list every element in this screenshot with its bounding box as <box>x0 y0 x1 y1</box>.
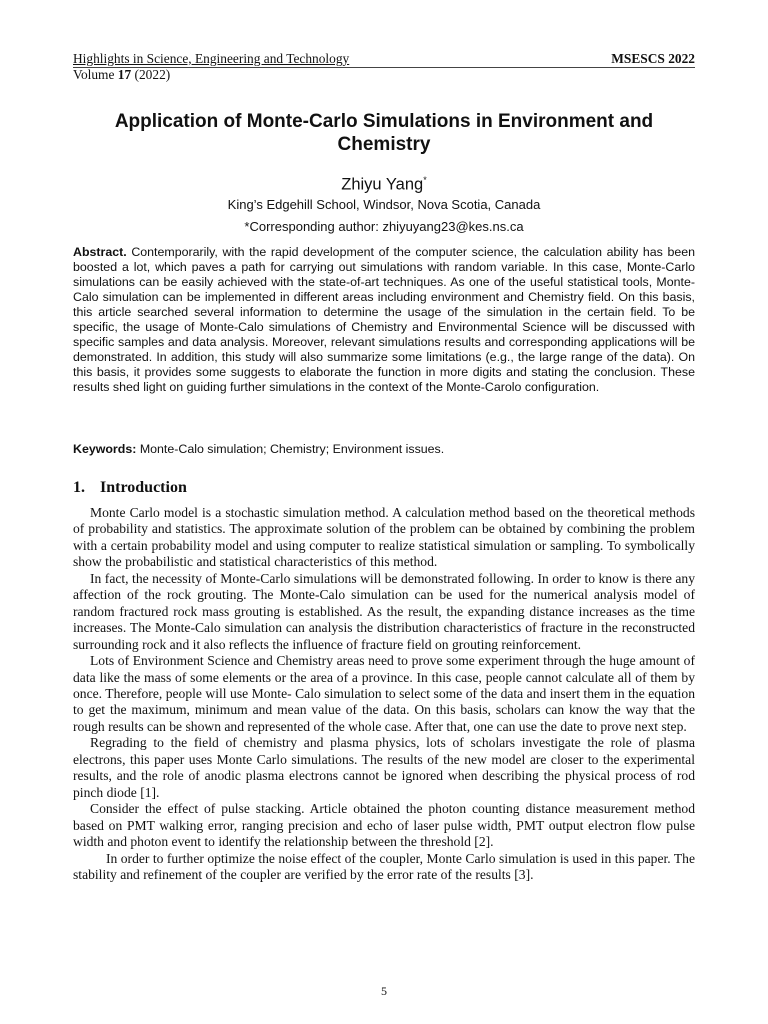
running-header <box>73 51 695 67</box>
keywords-text: Monte-Calo simulation; Chemistry; Environment issues. <box>139 442 445 456</box>
paper-title: Application of Monte-Carlo Simulations in Environment and Chemistry <box>114 111 654 155</box>
volume-line <box>73 67 170 83</box>
corresponding-author: *Corresponding author: zhiyuyang23@kes.ns.ca <box>244 219 524 234</box>
keywords-label: Keywords: <box>73 442 137 456</box>
section-number: 1. <box>73 479 85 496</box>
journal-name: Highlights in Science, Engineering and Technology <box>73 51 350 66</box>
paragraph: Regrading to the field of chemistry and plasma physics, lots of scholars investigate the role of plasma electrons, this paper uses Monte Carlo simulations. The results of the new model are closer to the experimental results, and the role of anodic plasma electrons cannot be ignored when describing the physical process of rod pinch diode [1]. <box>73 735 695 800</box>
paper-page <box>73 0 695 1024</box>
author-line <box>73 170 695 195</box>
volume-label: Volume <box>73 67 115 82</box>
volume-year: (2022) <box>134 67 171 82</box>
paragraph: Consider the effect of pulse stacking. Article obtained the photon counting distance measurement method based on PMT walking error, ranging precision and echo of laser pulse width, PMT output electron flow pulse width and photon event to identify the relationship between the threshold [2]. <box>73 801 695 850</box>
abstract-text: Contemporarily, with the rapid development of the computer science, the calculation ability has been boosted a lot, which paves a path for carrying out simulations with random variable. In this case, Monte-Carlo simulations can be easily achieved with the state-of-art techniques. As one of the useful statistical tools, Monte-Calo simulation can be implemented in different areas including environment and Chemistry field. On this basis, this article searched several information to determine the usage of the simulation in the certain field. To be specific, the usage of Monte-Calo simulations of Chemistry and Environmental Science will be discussed with specific samples and data analysis. Moreover, relevant simulations results and corresponding applications will be demonstrated. In addition, this study will also summarize some limitations (e.g., the large range of the data). On this basis, it provides some suggests to elaborate the function in more digits and stating the conclusion. These results shed light on guiding further simulations in the context of the Monte-Carolo configuration. <box>73 245 696 395</box>
page-number: 5 <box>381 984 387 998</box>
paragraph: In fact, the necessity of Monte-Carlo simulations will be demonstrated following. In order to know is there any affection of the rock grouting. The Monte-Calo simulation can be used for the numerical analysis model of random fractured rock mass grouting is established. As the result, the expanding distance increases as the time increases. The Monte-Calo simulation can analysis the distribution characteristics of fracture in the reconstructed surrounding rock and it also reflects the influence of fracture field on grouting reinforcement. <box>73 570 695 652</box>
paragraph: Lots of Environment Science and Chemistry areas need to prove some experiment through the huge amount of data like the mass of some elements or the area of a province. In this case, people cannot calculate all of them by once. Therefore, people will use Monte- Calo simulation to select some of the data and insert them in the equation to get the maximum, minimum and mean value of the data. On this basis, scholars can know the way that the rough results can be shown and represented of the whole case. After that, one can use the date to prove next step. <box>73 653 695 734</box>
paragraph: In order to further optimize the noise effect of the coupler, Monte Carlo simulation is used in this paper. The stability and refinement of the coupler are verified by the error rate of the results [3]. <box>73 850 695 882</box>
author-mark: * <box>423 175 427 185</box>
section-title: Introduction <box>100 479 187 496</box>
conference-name: MSESCS 2022 <box>611 51 695 66</box>
volume-number: 17 <box>117 67 132 82</box>
abstract <box>73 245 695 395</box>
paragraph: Monte Carlo model is a stochastic simulation method. A calculation method based on the theoretical methods of probability and statistics. The approximate solution of the problem can be obtained by combining the problem with a certain probability model and using computer to realize statistical simulation or sampling. To symbolically show the probabilistic and statistical characteristics of this method. <box>73 505 695 570</box>
abstract-label: Abstract. <box>73 245 127 259</box>
affiliation: King’s Edgehill School, Windsor, Nova Scotia, Canada <box>227 197 541 212</box>
keywords <box>73 441 695 457</box>
author-name: Zhiyu Yang <box>341 175 424 194</box>
section-heading <box>73 478 187 498</box>
section-body <box>73 505 695 883</box>
